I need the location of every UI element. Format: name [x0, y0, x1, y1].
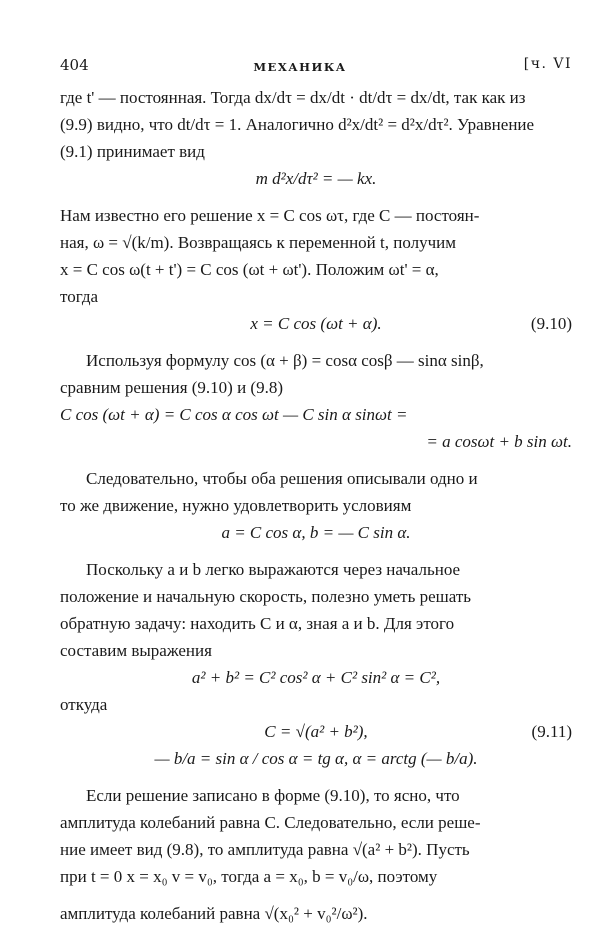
equation: x = C cos (ωt + α). — [250, 314, 382, 333]
equation: a² + b² = C² cos² α + C² sin² α = C², — [191, 668, 441, 687]
equation-number: (9.11) — [531, 722, 572, 741]
text-line: где t' — постоянная. Тогда dx/dτ = dx/dt · dt/dτ = dx/dt, так как из — [60, 88, 526, 107]
text-line: положение и начальную скорость, полезно уметь решать — [60, 587, 472, 606]
text-line: Если решение записано в форме (9.10), то ясно, что — [86, 786, 460, 805]
text-line: Используя формулу cos (α + β) = cosα cosβ — sinα sinβ, — [86, 351, 484, 370]
text-line: при t = 0 x = x₀ v = v₀, тогда a = x₀, b = v₀/ω, поэтому — [60, 867, 438, 886]
equation-row — [60, 310, 572, 337]
equation: — b/a = sin α / cos α = tg α, α = arctg (— b/a). — [154, 749, 478, 768]
equation: m d²x/dτ² = — kx. — [255, 169, 377, 188]
running-title: МЕХАНИКА — [253, 60, 347, 74]
text-line: сравним решения (9.10) и (9.8) — [60, 378, 284, 397]
text-line: (9.9) видно, что dt/dτ = 1. Аналогично d²x/dt² = d²x/dτ². Уравнение — [60, 115, 535, 134]
text-line: то же движение, нужно удовлетворить условиям — [60, 496, 412, 515]
equation: a = C cos α, b = — C sin α. — [221, 523, 411, 542]
chapter-marker: [ч. VI — [523, 56, 572, 72]
equation: = a cosωt + b sin ωt. — [426, 432, 572, 451]
text-line: амплитуда колебаний равна √(x₀² + v₀²/ω²). — [60, 904, 368, 923]
text-line: амплитуда колебаний равна C. Следовательно, если реше- — [60, 813, 481, 832]
text-line: Поскольку a и b легко выражаются через начальное — [86, 560, 461, 579]
equation: C = √(a² + b²), — [264, 722, 368, 741]
equation: C cos (ωt + α) = C cos α cos ωt — C sin α sinωt = — [60, 405, 408, 424]
text-line: Следовательно, чтобы оба решения описывали одно и — [86, 469, 478, 488]
text-line: обратную задачу: находить C и α, зная a и b. Для этого — [60, 614, 455, 633]
equation-row — [60, 718, 572, 745]
page-number: 404 — [60, 56, 89, 74]
text-line: ная, ω = √(k/m). Возвращаясь к переменной t, получим — [60, 233, 456, 252]
text-line: тогда — [60, 287, 99, 306]
text-line: составим выражения — [60, 641, 212, 660]
equation-number: (9.10) — [530, 314, 572, 333]
text-line: ние имеет вид (9.8), то амплитуда равна √(a² + b²). Пусть — [60, 840, 470, 859]
text-line: x = C cos ω(t + t') = C cos (ωt + ωt'). Положим ωt' = α, — [60, 260, 439, 279]
text-line: (9.1) принимает вид — [60, 142, 205, 161]
text-line: откуда — [60, 695, 108, 714]
page-body — [60, 84, 572, 927]
text-line: Нам известно его решение x = C cos ωτ, где C — постоян- — [60, 206, 480, 225]
